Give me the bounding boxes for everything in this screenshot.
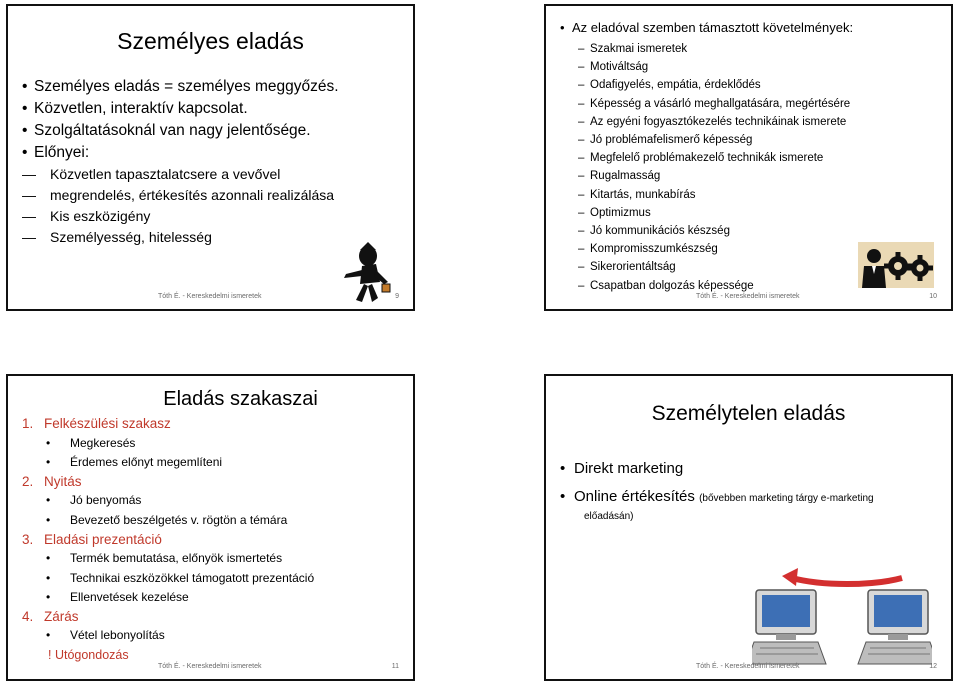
list-item: • Ellenvetések kezelése <box>46 589 189 604</box>
list-item: • Termék bemutatása, előnyök ismertetés <box>46 551 283 566</box>
slide-footer <box>8 663 413 673</box>
gears-person-icon <box>858 242 934 288</box>
page-number: 11 <box>391 663 399 670</box>
list-item-continuation: előadásán) <box>584 511 634 522</box>
slide-title: Személyes eladás <box>117 28 304 54</box>
slide-footer <box>546 293 951 303</box>
list-item: • Érdemes előnyt megemlíteni <box>46 454 223 469</box>
sub-item: — Közvetlen tapasztalatcsere a vevővel <box>22 166 281 182</box>
footer-text: Tóth É. - Kereskedelmi ismeretek <box>158 293 262 300</box>
page-number: 10 <box>929 293 937 300</box>
list-item: • Direkt marketing <box>560 460 684 477</box>
list-item: • Technikai eszközökkel támogatott prezentáció <box>46 570 315 585</box>
stage-list <box>22 414 402 664</box>
list-item: – Optimizmus <box>578 206 651 219</box>
list-item: – Szakmai ismeretek <box>578 43 688 55</box>
footer-text: Tóth É. - Kereskedelmi ismeretek <box>696 663 800 670</box>
slide-10 <box>544 4 953 311</box>
list-item: • Előnyei: <box>22 144 90 161</box>
bullet-list <box>560 458 945 524</box>
list-item: • Vétel lebonyolítás <box>46 628 165 643</box>
slide-title: Személytelen eladás <box>651 402 846 425</box>
list-item: – Kitartás, munkabírás <box>578 188 696 201</box>
sub-item: — Kis eszközigény <box>22 208 151 224</box>
slide-footer <box>546 663 951 673</box>
list-item: • Közvetlen, interaktív kapcsolat. <box>22 100 248 117</box>
list-item: – Képesség a vásárló meghallgatására, megértésére <box>578 97 851 110</box>
list-item: – Az egyéni fogyasztókezelés technikáinak ismerete <box>578 115 847 128</box>
stage-heading: 4. Zárás <box>22 608 79 624</box>
list-item: – Kompromisszumkészség <box>578 243 718 256</box>
list-item: – Jó problémafelismerő képesség <box>578 134 753 147</box>
list-item: • Bevezető beszélgetés v. rögtön a témára <box>46 512 288 527</box>
list-item: – Odafigyelés, empátia, érdeklődés <box>578 79 761 92</box>
slide-title: Eladás szakaszai <box>163 388 318 410</box>
list-item: – Rugalmasság <box>578 170 661 183</box>
sub-item: — Személyesség, hitelesség <box>22 229 212 245</box>
list-item: – Megfelelő problémakezelő technikák ismerete <box>578 152 824 165</box>
slide-11 <box>6 374 415 681</box>
stage-heading: 3. Eladási prezentáció <box>22 531 162 547</box>
slide-footer <box>8 293 413 303</box>
requirement-list <box>578 40 868 295</box>
slide-heading: • Az eladóval szemben támasztott követelmények: <box>560 20 854 35</box>
bullet-list <box>22 76 407 248</box>
page-number: 12 <box>929 663 937 670</box>
slide-9 <box>6 4 415 311</box>
list-item: – Motiváltság <box>578 61 649 74</box>
sub-item: — megrendelés, értékesítés azonnali realizálása <box>22 187 335 203</box>
list-item: – Jó kommunikációs készség <box>578 225 730 238</box>
list-item: • Online értékesítés (bővebben marketing tárgy e-marketing <box>560 488 874 505</box>
stage-heading: 2. Nyitás <box>22 473 82 489</box>
list-item: – Csapatban dolgozás képessége <box>578 279 754 292</box>
aftercare-label: ! Utógondozás <box>48 647 129 662</box>
list-item: • Megkeresés <box>46 435 136 450</box>
list-item: • Szolgáltatásoknál van nagy jelentősége. <box>22 122 311 139</box>
footer-text: Tóth É. - Kereskedelmi ismeretek <box>696 293 800 300</box>
list-item: – Sikerorientáltság <box>578 261 676 274</box>
stage-heading: 1. Felkészülési szakasz <box>22 416 171 431</box>
page-number: 9 <box>395 293 399 300</box>
footer-text: Tóth É. - Kereskedelmi ismeretek <box>158 663 262 670</box>
list-item: • Jó benyomás <box>46 493 142 508</box>
list-item: • Személyes eladás = személyes meggyőzés. <box>22 78 339 95</box>
slide-12 <box>544 374 953 681</box>
computer-exchange-icon <box>752 564 932 672</box>
